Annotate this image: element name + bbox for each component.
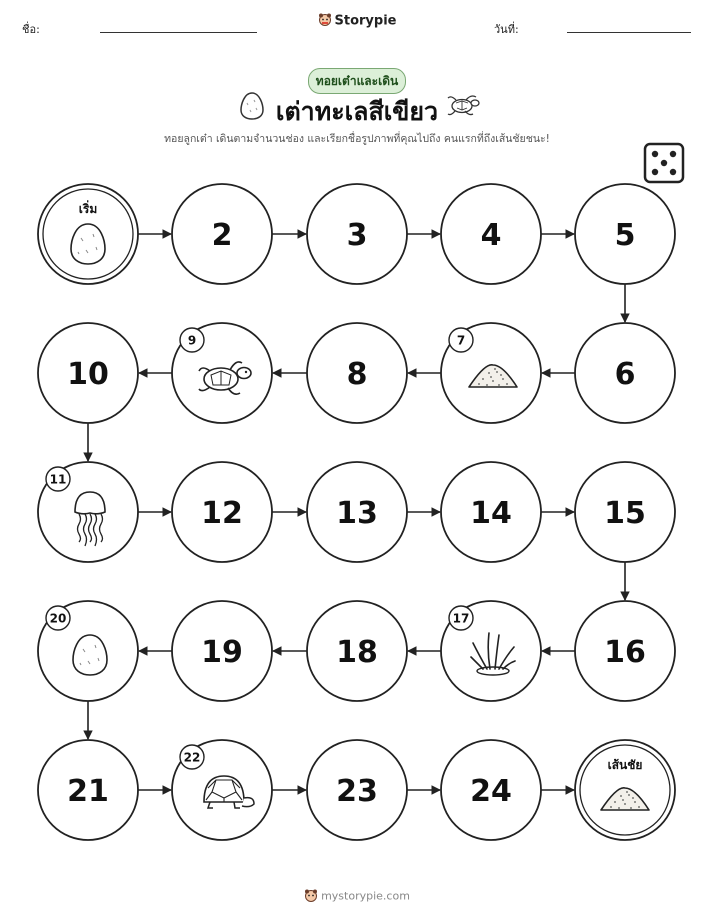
storypie-logo-icon (304, 888, 318, 905)
board-space-16[interactable] (575, 601, 675, 701)
board-space-23[interactable] (307, 740, 407, 840)
space-number-badge (180, 328, 204, 352)
egg-icon (73, 635, 107, 675)
space-number: 10 (67, 357, 109, 392)
footer (0, 888, 714, 905)
board-space-15[interactable] (575, 462, 675, 562)
board-space-19[interactable] (172, 601, 272, 701)
board-space-10[interactable] (38, 323, 138, 423)
board-space-6[interactable] (575, 323, 675, 423)
space-number-badge (180, 745, 204, 769)
footer-site: mystorypie.com (321, 889, 410, 903)
badge-number: 22 (183, 750, 201, 765)
board-space-20[interactable] (38, 601, 138, 701)
space-number: 13 (336, 496, 378, 531)
space-number: 4 (480, 218, 502, 253)
name-label: ชื่อ: (22, 23, 40, 36)
board-space-18[interactable] (307, 601, 407, 701)
game-type-badge: ทอยเต๋าและเดิน (308, 68, 406, 94)
board-space-11[interactable] (38, 462, 138, 562)
brand-name: Storypie (334, 13, 397, 29)
space-number-badge (449, 606, 473, 630)
space-number: 24 (470, 774, 512, 809)
board-space-8[interactable] (307, 323, 407, 423)
space-number: 12 (201, 496, 243, 531)
badge-number: 17 (452, 611, 470, 626)
board-space-2[interactable] (172, 184, 272, 284)
space-number-badge (46, 467, 70, 491)
board-space-14[interactable] (441, 462, 541, 562)
badge-number: 20 (49, 611, 67, 626)
board-space-13[interactable] (307, 462, 407, 562)
board-space-24[interactable] (441, 740, 541, 840)
space-number: 15 (604, 496, 646, 531)
board-space-21[interactable] (38, 740, 138, 840)
space-number: 16 (604, 635, 646, 670)
board-space-3[interactable] (307, 184, 407, 284)
space-number: 6 (614, 357, 636, 392)
board-space-9[interactable] (172, 323, 272, 423)
board-space-25[interactable] (575, 740, 675, 840)
finish-label: เส้นชัย (607, 758, 643, 772)
start-label: เริ่ม (78, 202, 98, 216)
badge-number: 11 (49, 472, 67, 487)
space-number: 19 (201, 635, 243, 670)
space-number-badge (449, 328, 473, 352)
board-space-1[interactable] (38, 184, 138, 284)
date-label: วันที่: (494, 23, 519, 36)
space-number: 23 (336, 774, 378, 809)
badge-number: 7 (456, 333, 466, 348)
board-space-5[interactable] (575, 184, 675, 284)
space-number: 3 (346, 218, 368, 253)
space-number: 2 (211, 218, 233, 253)
space-number: 8 (346, 357, 368, 392)
board-space-4[interactable] (441, 184, 541, 284)
page-title: เต่าทะเลสีเขียว (275, 97, 439, 126)
instructions: ทอยลูกเต๋า เดินตามจำนวนช่อง และเรียกชื่อรูปภาพที่คุณไปถึง คนแรกที่ถึงเส้นชัยชนะ! (164, 133, 550, 145)
board-space-22[interactable] (172, 740, 272, 840)
egg-icon (71, 224, 105, 264)
board-space-12[interactable] (172, 462, 272, 562)
board-space-17[interactable] (441, 601, 541, 701)
badge-number: 9 (187, 333, 197, 348)
space-number: 18 (336, 635, 378, 670)
board-space-7[interactable] (441, 323, 541, 423)
space-number: 5 (614, 218, 636, 253)
space-number: 21 (67, 774, 109, 809)
space-number: 14 (470, 496, 512, 531)
space-number-badge (46, 606, 70, 630)
